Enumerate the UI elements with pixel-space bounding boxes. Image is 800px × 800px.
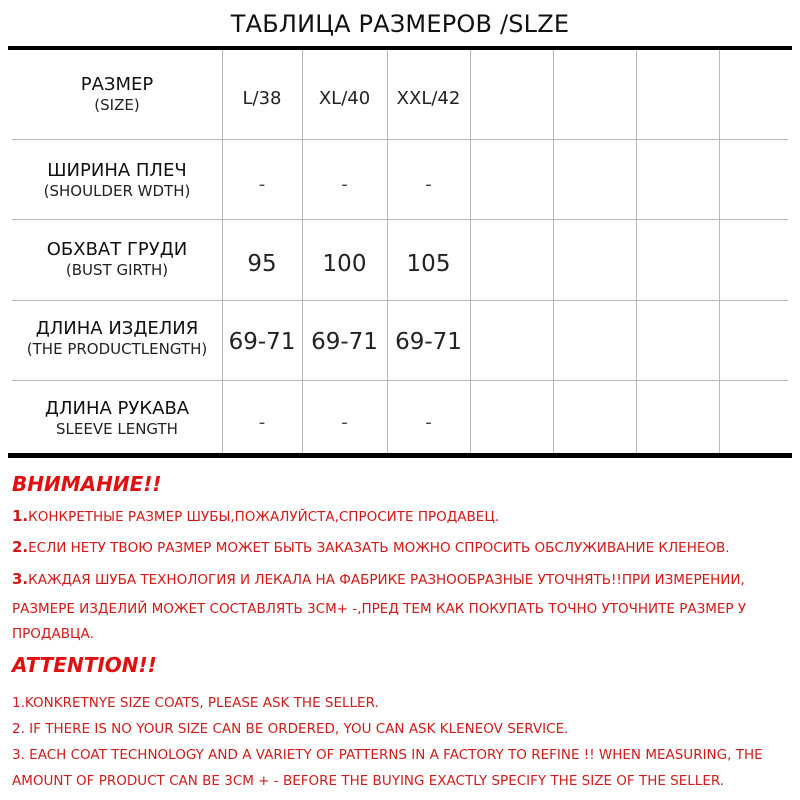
cell-sleeve-l: - xyxy=(258,412,266,433)
cell-length-xxl: 69-71 xyxy=(395,329,462,355)
cell-size-xl: XL/40 xyxy=(318,88,371,109)
cell-bust-xxl: 105 xyxy=(406,251,451,277)
grid-line xyxy=(12,219,788,220)
row-label-length xyxy=(12,318,222,358)
note-text: КОНКРЕТНЫЕ РАЗМЕР ШУБЫ,ПОЖАЛУЙСТА,СПРОСИТЕ ПРОДАВЕЦ. xyxy=(28,509,500,525)
notes-ru xyxy=(12,472,792,496)
note-number: 1. xyxy=(12,507,29,525)
note-ru-2 xyxy=(12,534,792,562)
row-label-size xyxy=(12,74,222,114)
cell-size-l: L/38 xyxy=(242,88,282,109)
grid-line xyxy=(553,50,554,453)
row-label-shoulder xyxy=(12,160,222,200)
cell-shoulder-l: - xyxy=(258,174,266,195)
cell-bust-l: 95 xyxy=(247,251,277,277)
notes-en xyxy=(12,653,792,677)
note-en-2: 2. IF THERE IS NO YOUR SIZE CAN BE ORDERED, YOU CAN ASK KLENEOV SERVICE. xyxy=(12,721,569,737)
cell-shoulder-xxl: - xyxy=(425,174,432,195)
row-label-bust xyxy=(12,239,222,279)
attention-heading-ru: ВНИМАНИЕ!! xyxy=(12,472,162,496)
row-label-ru: ШИРИНА ПЛЕЧ xyxy=(47,160,187,181)
bottom-rule xyxy=(8,453,792,458)
attention-heading-en: ATTENTION!! xyxy=(12,653,157,677)
cell-shoulder-xl: - xyxy=(341,174,348,195)
note-number: 3. xyxy=(12,570,29,588)
cell-length-l: 69-71 xyxy=(228,329,296,355)
cell-length-xl: 69-71 xyxy=(311,329,378,355)
row-label-en: (SIZE) xyxy=(94,96,140,114)
grid-line xyxy=(636,50,637,453)
note-ru-3-cont2: ПРОДАВЦА. xyxy=(12,626,94,642)
note-en-3: 3. EACH COAT TECHNOLOGY AND A VARIETY OF PATTERNS IN A FACTORY TO REFINE !! WHEN MEASURING, THE xyxy=(12,747,763,763)
cell-sleeve-xxl: - xyxy=(425,412,432,433)
cell-size-xxl: XXL/42 xyxy=(396,88,461,109)
grid-line xyxy=(12,139,788,140)
row-label-sleeve xyxy=(12,398,222,438)
grid-line xyxy=(470,50,471,453)
row-label-ru: ОБХВАТ ГРУДИ xyxy=(46,239,188,260)
row-label-ru: РАЗМЕР xyxy=(80,74,154,95)
cell-sleeve-xl: - xyxy=(341,412,348,433)
note-ru-3-cont1: РАЗМЕРЕ ИЗДЕЛИЙ МОЖЕТ СОСТАВЛЯТЬ 3CM+ -,ПРЕД ТЕМ КАК ПОКУПАТЬ ТОЧНО УТОЧНИТЕ РАЗМЕР У xyxy=(12,601,747,617)
note-ru-1 xyxy=(12,503,792,531)
row-label-en: (SHOULDER WDTH) xyxy=(43,182,191,200)
note-en-1: 1.KONKRETNYE SIZE COATS, PLEASE ASK THE SELLER. xyxy=(12,695,379,711)
row-label-ru: ДЛИНА РУКАВА xyxy=(44,398,190,419)
row-label-ru: ДЛИНА ИЗДЕЛИЯ xyxy=(35,318,199,339)
page-title: ТАБЛИЦА РАЗМЕРОВ /SLZE xyxy=(230,10,570,38)
row-label-en: SLEEVE LENGTH xyxy=(56,420,178,438)
note-en-3-cont1: AMOUNT OF PRODUCT CAN BE 3CM + - BEFORE THE BUYING EXACTLY SPECIFY THE SIZE OF THE SELLER. xyxy=(12,773,725,789)
grid-line xyxy=(12,380,788,381)
size-table xyxy=(0,50,800,453)
grid-line xyxy=(719,50,720,453)
note-number: 2. xyxy=(12,538,29,556)
row-label-en: (THE PRODUCTLENGTH) xyxy=(26,340,208,358)
grid-line xyxy=(12,300,788,301)
note-text: ЕСЛИ НЕТУ ТВОЮ РАЗМЕР МОЖЕТ БЫТЬ ЗАКАЗАТЬ МОЖНО СПРОСИТЬ ОБСЛУЖИВАНИЕ КЛЕНЕОВ. xyxy=(28,540,730,556)
cell-bust-xl: 100 xyxy=(322,251,367,277)
row-label-en: (BUST GIRTH) xyxy=(65,261,169,279)
note-text: КАЖДАЯ ШУБА ТЕХНОЛОГИЯ И ЛЕКАЛА НА ФАБРИКЕ РАЗНООБРАЗНЫЕ УТОЧНЯТЬ!!ПРИ ИЗМЕРЕНИИ, xyxy=(28,572,745,588)
note-ru-3 xyxy=(12,566,792,594)
